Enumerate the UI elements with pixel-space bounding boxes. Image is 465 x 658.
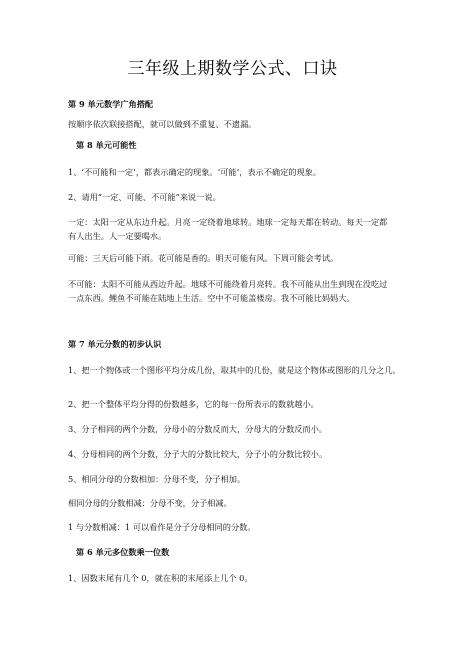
paragraph-line: 有人出生。人一定要喝水。 bbox=[68, 231, 167, 241]
paragraph-line: 1 与分数相减：1 可以看作是分子分母相同的分数。 bbox=[68, 522, 256, 532]
paragraph-line: 按顺序依次联接搭配，就可以做到不重复、不遗漏。 bbox=[68, 119, 257, 129]
section-heading-unit-9: 第 9 单元数学广角搭配 bbox=[68, 99, 154, 109]
paragraph-line: 2、请用“一定、可能、不可能”来说一说。 bbox=[68, 192, 221, 202]
paragraph-line: 4、分母相同的两个分数，分子大的分数比较大，分子小的分数比较小。 bbox=[68, 449, 328, 459]
paragraph-line: 不可能：太阳不可能从西边升起。地球不可能绕着月亮转。我不可能从出生到现在没吃过 bbox=[68, 279, 388, 289]
paragraph-line: 3、分子相同的两个分数，分母小的分数反而大，分母大的分数反而小。 bbox=[68, 424, 328, 434]
paragraph-line: 相同分母的分数相减：分母不变，分子相减。 bbox=[68, 498, 232, 508]
paragraph-line: 2、把一个整体平均分得的份数越多，它的每一份所表示的数就越小。 bbox=[68, 399, 319, 409]
section-heading-unit-6: 第 6 单元多位数乘一位数 bbox=[76, 547, 170, 557]
paragraph-line: 一点东西。鲤鱼不可能在陆地上生活。空中不可能盖楼房。我不可能比妈妈大。 bbox=[68, 293, 355, 303]
paragraph-line: 可能：三天后可能下雨。花可能是香的。明天可能有风。下周可能会考试。 bbox=[68, 253, 339, 263]
document-title: 三年级上期数学公式、口诀 bbox=[127, 59, 338, 79]
paragraph-line: 1、把一个物体或一个图形平均分成几份，取其中的几份，就是这个物体或图形的几分之几。 bbox=[68, 365, 401, 375]
paragraph-line: 5、相同分母的分数相加：分母不变，分子相加。 bbox=[68, 474, 246, 484]
paragraph-line: 一定：太阳一定从东边升起。月亮一定绕着地球转。地球一定每天都在转动。每天一定都 bbox=[68, 217, 388, 227]
section-heading-unit-8: 第 8 单元可能性 bbox=[76, 140, 137, 150]
paragraph-line: 1、因数末尾有几个 0，就在积的末尾添上几个 0。 bbox=[68, 573, 253, 583]
section-heading-unit-7: 第 7 单元分数的初步认识 bbox=[68, 339, 162, 349]
paragraph-line: 1、‘不可能和一定’，都表示确定的现象。‘可能’，表示不确定的现象。 bbox=[68, 167, 322, 177]
